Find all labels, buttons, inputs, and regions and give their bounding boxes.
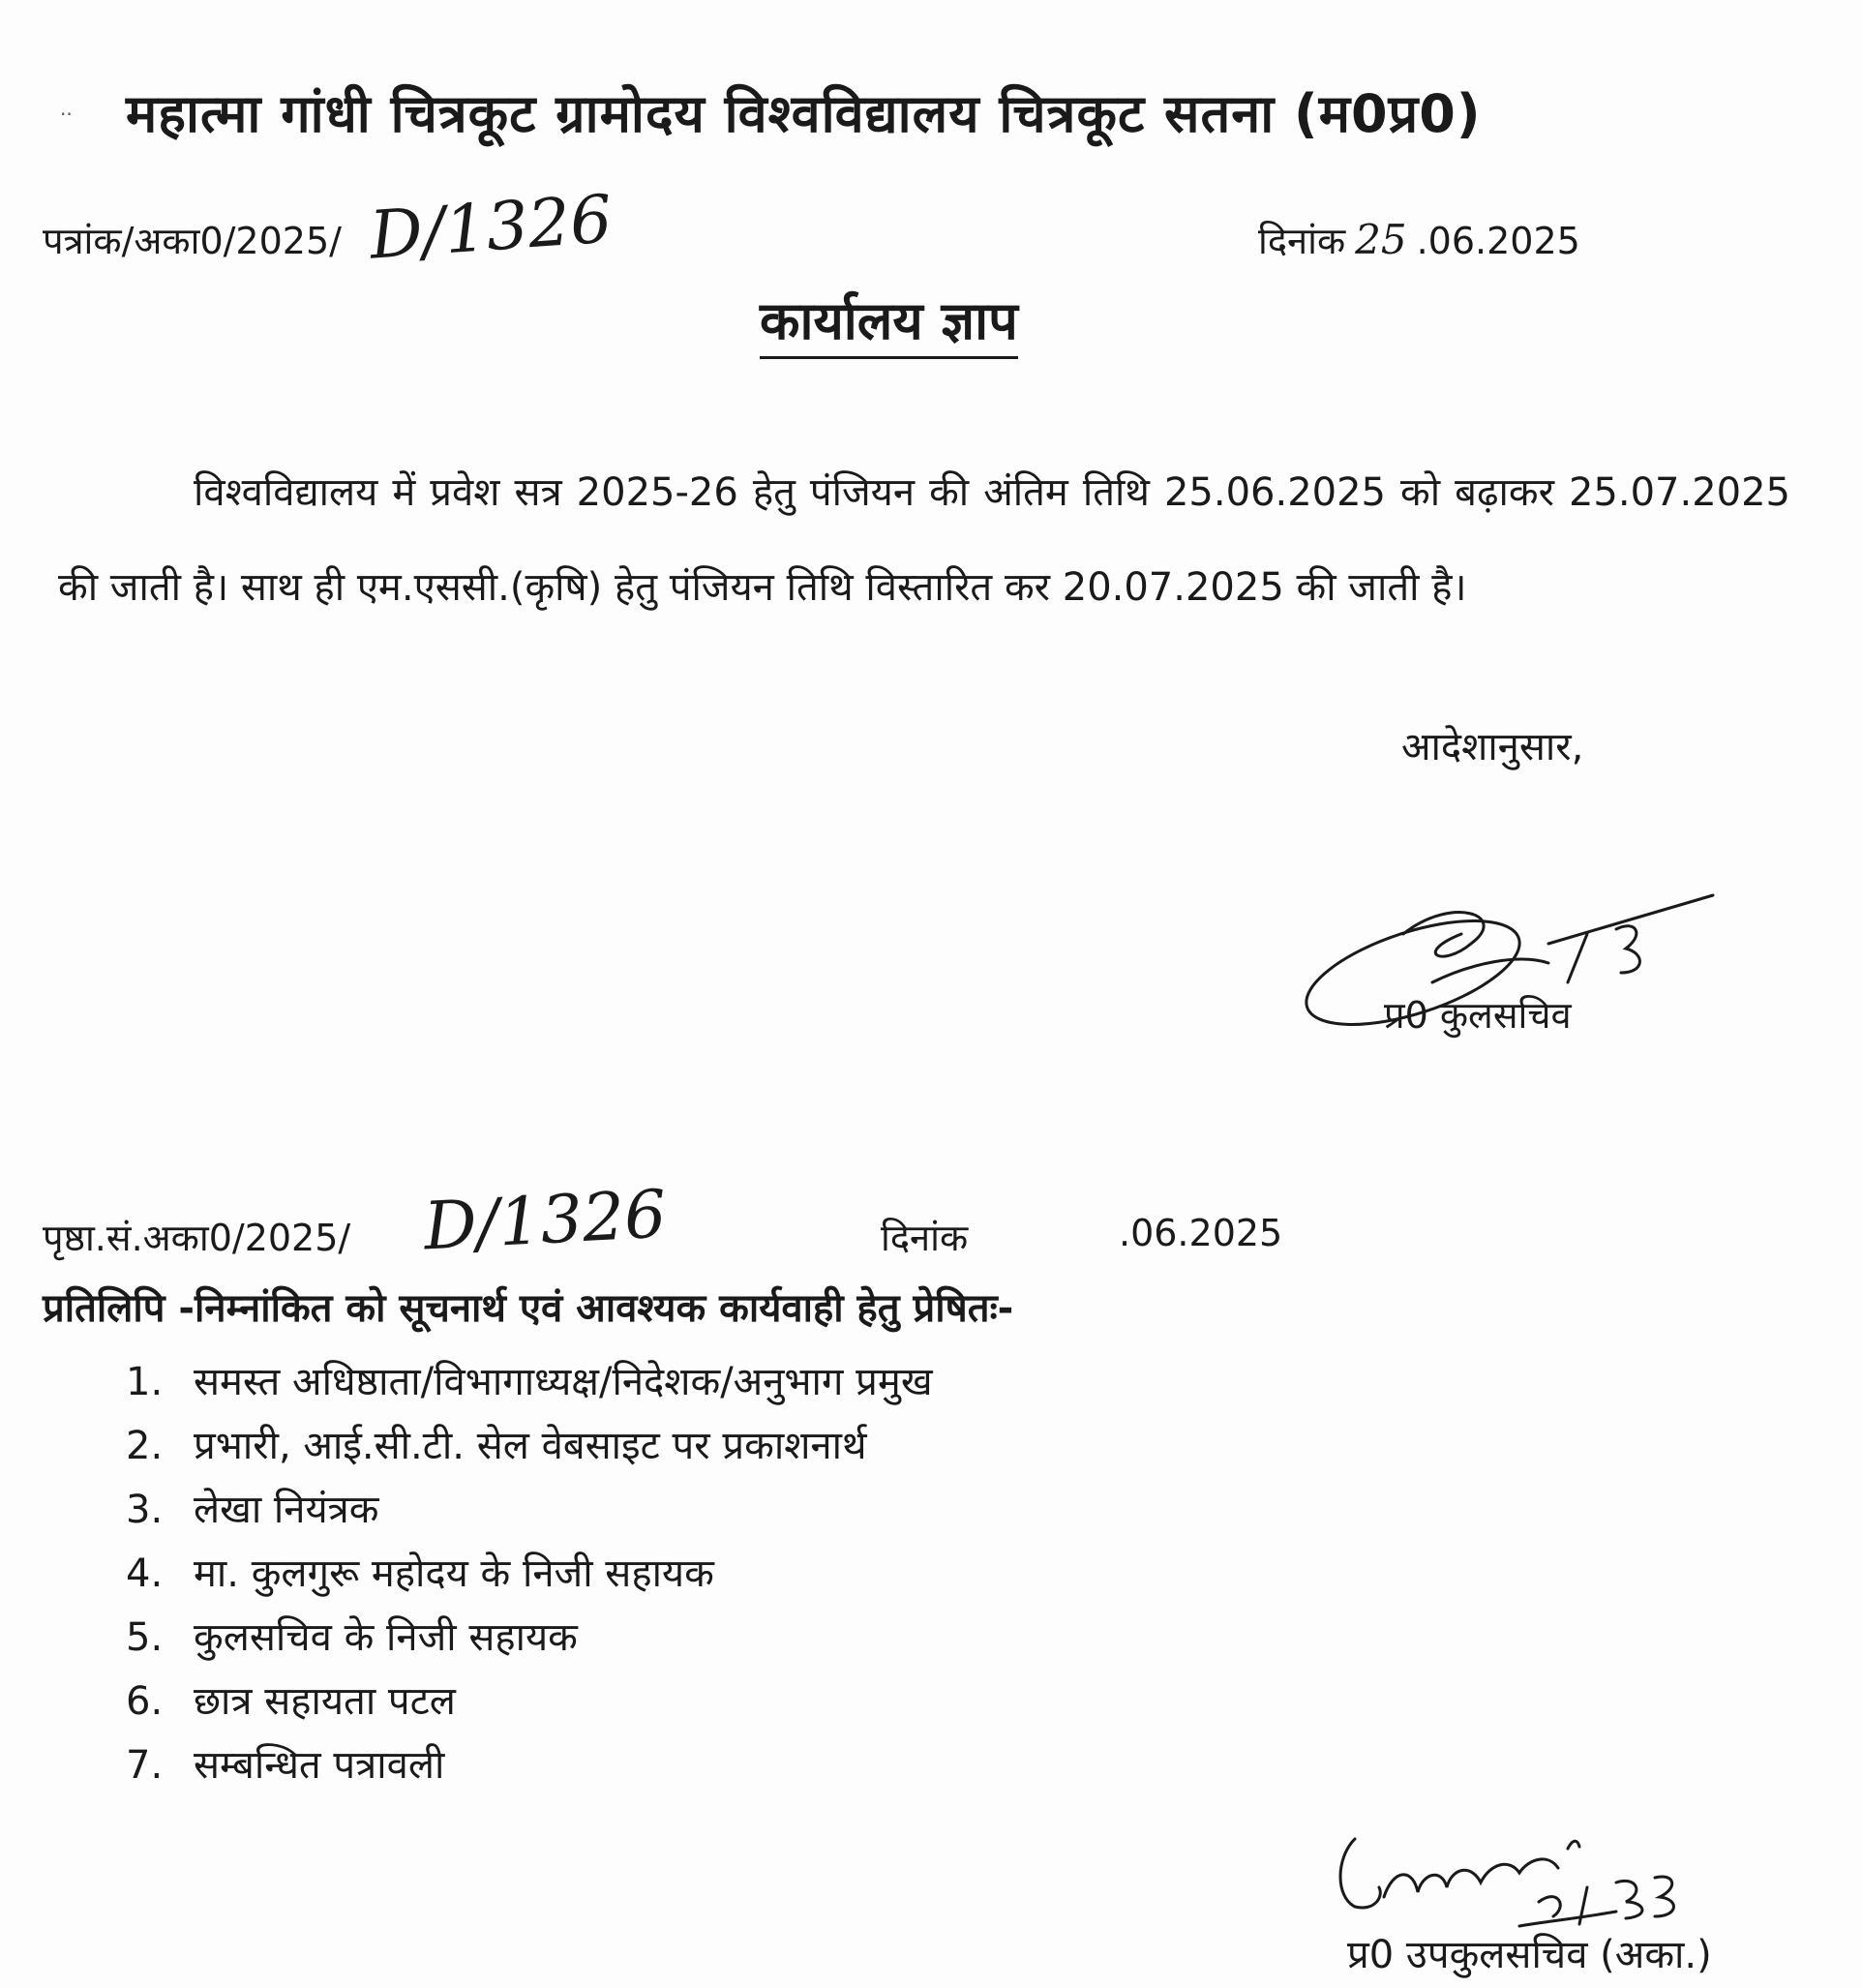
header-marks: .. — [60, 97, 73, 120]
list-item-text: कुलसचिव के निजी सहायक — [194, 1615, 578, 1660]
list-item-number: 4. — [126, 1551, 164, 1596]
list-item-number: 5. — [126, 1615, 164, 1660]
copy-reference-number — [43, 1212, 350, 1262]
deputy-registrar-designation: प्र0 उपकुलसचिव (अका.) — [1347, 1933, 1712, 1977]
reference-number — [43, 215, 342, 265]
list-item-number: 6. — [126, 1679, 164, 1724]
copy-date-label: दिनांक — [881, 1217, 969, 1259]
list-item — [126, 1414, 933, 1478]
list-item — [126, 1542, 933, 1606]
list-item-text: लेखा नियंत्रक — [194, 1488, 379, 1532]
copy-reference-prefix: पृष्ठा.सं.अका0/2025/ — [43, 1217, 351, 1259]
handwritten-reference-number: D/1326 — [367, 181, 615, 275]
list-item — [126, 1478, 933, 1542]
issue-date — [1258, 215, 1580, 265]
date-label: दिनांक — [1258, 220, 1346, 262]
list-item-text: समस्त अधिष्ठाता/विभागाध्यक्ष/निदेशक/अनुभाग प्रमुख — [194, 1360, 933, 1404]
reference-prefix: पत्रांक/अका0/2025/ — [43, 220, 342, 262]
handwritten-copy-reference-number: D/1326 — [422, 1176, 669, 1266]
memo-body-paragraph: विश्वविद्यालय में प्रवेश सत्र 2025-26 हेतु पंजियन की अंतिम तिथि 25.06.2025 को बढ़ाकर 25.07.2025 की जाती है। साथ ही एम.एससी.(कृषि) हेतु पंजियन तिथि विस्तारित कर 20.07.2025 की जाती है। — [58, 470, 1790, 610]
list-item-text: प्रभारी, आई.सी.टी. सेल वेबसाइट पर प्रकाशनार्थ — [194, 1424, 867, 1468]
list-item-number: 3. — [126, 1488, 164, 1532]
list-item-text: सम्बन्धित पत्रावली — [194, 1743, 445, 1788]
deputy-registrar-signature — [1326, 1810, 1742, 1945]
list-item-number: 7. — [126, 1743, 164, 1788]
university-header: महात्मा गांधी चित्रकूट ग्रामोदय विश्वविद्यालय चित्रकूट सतना (म0प्र0) — [126, 83, 1482, 144]
registrar-designation: प्र0 कुलसचिव — [1384, 994, 1572, 1037]
list-item — [126, 1733, 933, 1797]
by-order-text: आदेशानुसार, — [1401, 725, 1584, 769]
list-item-number: 1. — [126, 1360, 164, 1404]
date-month-year: .06.2025 — [1416, 220, 1580, 262]
copy-date-value: .06.2025 — [1119, 1212, 1283, 1254]
copy-recipients-list — [126, 1350, 933, 1797]
handwritten-date-day: 25 — [1355, 216, 1407, 263]
list-item-number: 2. — [126, 1424, 164, 1468]
list-item-text: छात्र सहायता पटल — [194, 1679, 456, 1724]
copy-forwarded-heading: प्रतिलिपि -निम्नांकित को सूचनार्थ एवं आवश्यक कार्यवाही हेतु प्रेषितः- — [43, 1286, 1014, 1331]
list-item — [126, 1606, 933, 1670]
list-item — [126, 1670, 933, 1733]
list-item-text: मा. कुलगुरू महोदय के निजी सहायक — [194, 1551, 714, 1596]
list-item — [126, 1350, 933, 1414]
office-memo-title: कार्यालय ज्ञाप — [760, 283, 1018, 359]
